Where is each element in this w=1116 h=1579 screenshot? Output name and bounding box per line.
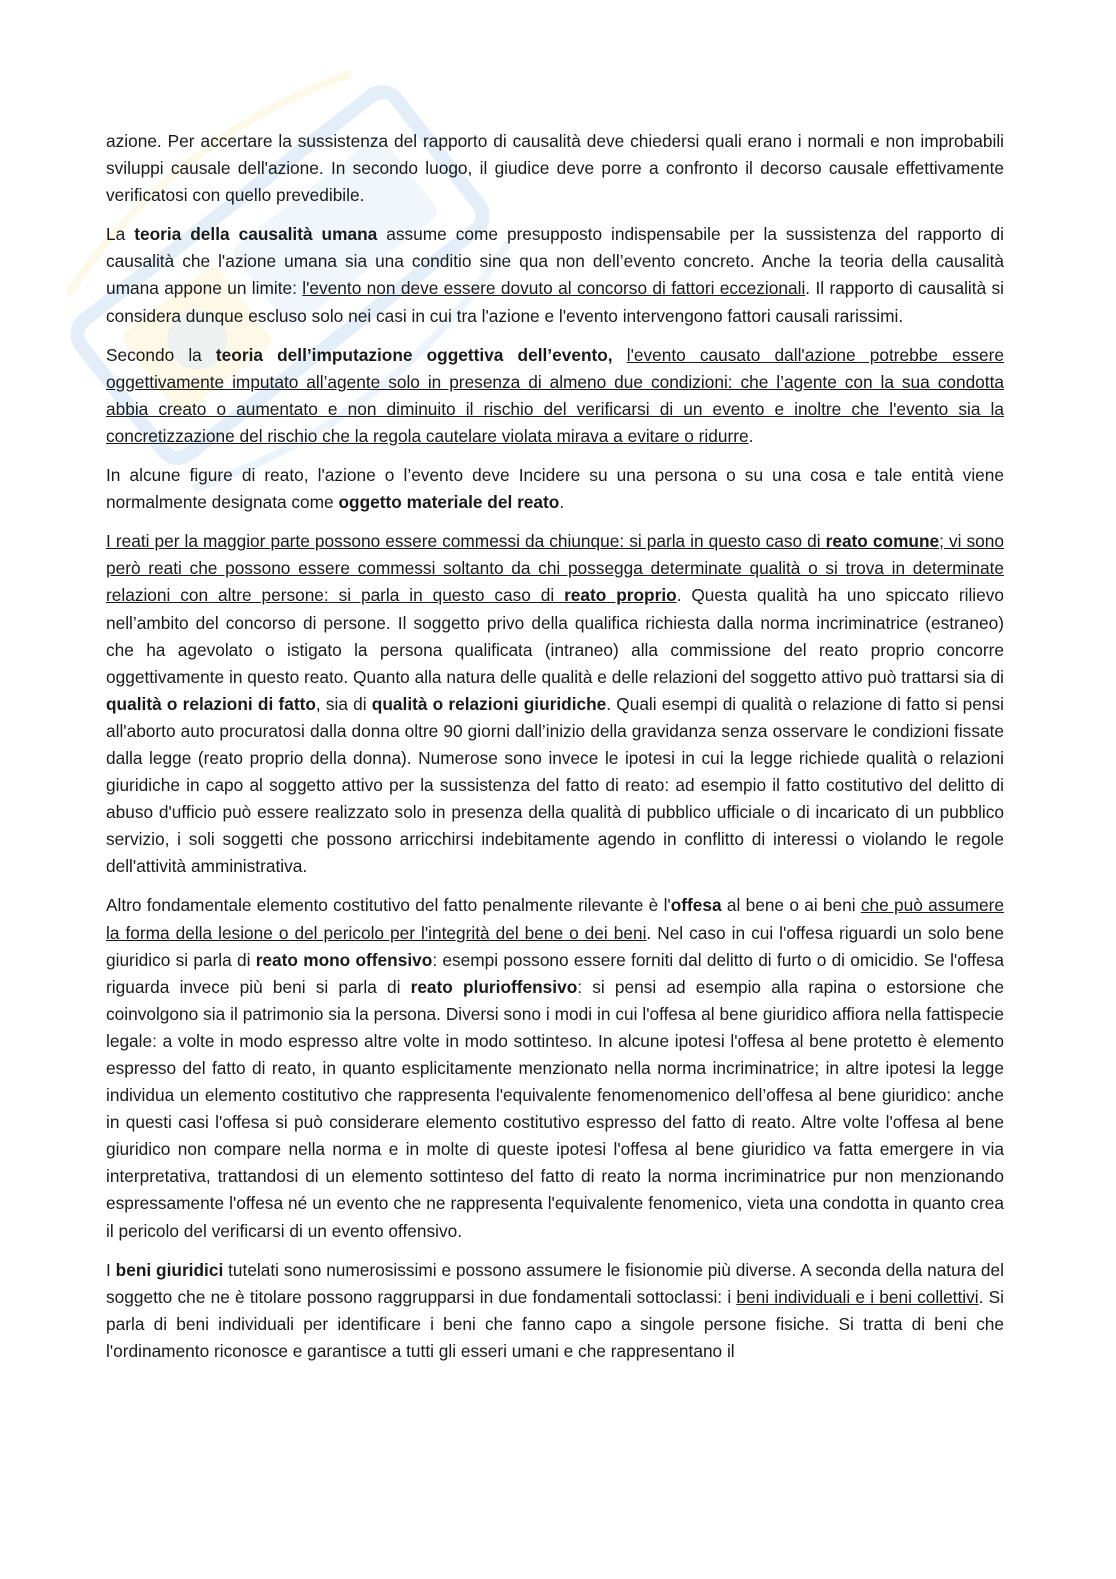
text-run: azione. Per accertare la sussistenza del rapporto di causalità deve chiedersi quali erano i normali e non improbabili sviluppi causale dell'azione. In secondo luogo, il giudice deve porre a confronto il decorso causale effettivamente verificatosi con quello prevedibile. (106, 131, 1004, 206)
bold-term: teoria della causalità umana (134, 224, 378, 245)
underlined-text: I reati per la maggior parte possono essere commessi da chiunque: si parla in questo caso di (106, 531, 826, 552)
bold-term: oggetto materiale del reato (338, 492, 560, 513)
text-run: . Nel caso in cui l'offesa riguardi un solo bene giuridico si parla di (106, 922, 1005, 970)
bold-term: reato mono offensivo (255, 949, 433, 970)
underlined-text: beni individuali e i beni collettivi (736, 1286, 979, 1307)
text-run: : esempi possono essere forniti dal delitto di furto o di omicidio. Se l'offesa riguarda invece più beni si parla di (106, 949, 1004, 997)
text-run: . Questa qualità ha uno spiccato rilievo nell’ambito del concorso di persone. Il soggetto privo della qualifica richiesta dalla norma incriminatrice (estraneo) che ha agevolato o istigato la persona qualificata (intraneo) alla commissione del reato proprio concorre oggettivamente in questo reato. Quanto alla natura delle qualità e delle relazioni del soggetto attivo può trattarsi sia di (106, 585, 1004, 687)
paragraph (106, 221, 1004, 329)
bold-term: teoria dell’imputazione oggettiva dell’evento, (215, 344, 613, 365)
text-run: , sia di (315, 693, 372, 714)
text-run: . Il rapporto di causalità si considera dunque escluso solo nei casi in cui tra l'azione e l'evento intervengono fattori causali rarissimi. (106, 278, 1005, 326)
bold-term: beni giuridici (115, 1259, 224, 1280)
text-run: . Si parla di beni individuali per identificare i beni che fanno capo a singole persone fisiche. Si tratta di beni che l'ordinamento riconosce e garantisce a tutti gli esseri umani e che rappresentano il (106, 1286, 1004, 1361)
underlined-text: l'evento causato dall'azione potrebbe essere oggettivamente imputato all’agente solo in presenza di almeno due condizioni: che l’agente con la sua condotta abbia creato o aumentato e non diminuito il rischio del verificarsi di un evento e inoltre che l'evento sia la concretizzazione del rischio che la regola cautelare violata mirava a evitare o ridurre (106, 344, 1004, 446)
underlined-text: che può assumere la forma della lesione o del pericolo per l'integrità del bene o dei beni (106, 895, 1004, 943)
paragraph (106, 1257, 1004, 1365)
paragraph (106, 528, 1004, 880)
text-run: La (106, 224, 135, 245)
document-body (106, 128, 1004, 1377)
text-run: tutelati sono numerosissimi e possono assumere le fisionomie più diverse. A seconda della natura del soggetto che ne è titolare possono raggrupparsi in due fondamentali sottoclassi: i (106, 1259, 1004, 1307)
text-run: al bene o ai beni (721, 895, 861, 916)
bold-term: reato proprio (564, 585, 677, 606)
paragraph (106, 128, 1004, 209)
bold-term: offesa (670, 895, 722, 916)
text-run: I (106, 1259, 116, 1280)
text-run: Altro fondamentale elemento costitutivo del fatto penalmente rilevante è l' (106, 895, 671, 916)
bold-term: reato plurioffensivo (410, 976, 578, 997)
text-run: assume come presupposto indispensabile per la sussistenza del rapporto di causalità che l'azione umana sia una conditio sine qua non dell’evento concreto. Anche la teoria della causalità umana appone un limite: (106, 224, 1005, 299)
text-run: : si pensi ad esempio alla rapina o estorsione che coinvolgono sia il patrimonio sia la persona. Diversi sono i modi in cui l'offesa al bene giuridico affiora nella fattispecie legale: a volte in modo espresso altre volte in modo sottinteso. In alcune ipotesi l'offesa al bene protetto è elemento espresso del fatto di reato, in quanto esplicitamente menzionato nella norma incriminatrice; in altre ipotesi la legge individua un elemento costitutivo che rappresenta l'equivalente fenomenomenico dell’offesa al bene giuridico: anche in questi casi l'offesa si può considerare elemento costitutivo espresso del fatto di reato. Altre volte l'offesa al bene giuridico non compare nella norma e in molte di queste ipotesi l'offesa al bene giuridico va fatta emergere in via interpretativa, trattandosi di un elemento sottinteso del fatto di reato la norma incriminatrice pur non menzionando espressamente l'offesa né un evento che ne rappresenta l'equivalente fenomenico, vieta una condotta in quanto crea il pericolo del verificarsi di un evento offensivo. (106, 976, 1004, 1241)
text-run: . (559, 492, 565, 513)
text-run: . (748, 425, 754, 446)
paragraph (106, 342, 1004, 450)
bold-term: qualità o relazioni giuridiche (371, 693, 607, 714)
bold-term: qualità o relazioni di fatto (106, 693, 316, 714)
text-run (613, 345, 627, 365)
text-run: Secondo la (106, 344, 216, 365)
underlined-text: l'evento non deve essere dovuto al concorso di fattori eccezionali (302, 278, 806, 299)
underlined-text: ; vi sono però reati che possono essere commessi soltanto da chi possegga determinate qualità o si trova in determinate relazioni con altre persone: si parla in questo caso di (106, 531, 1004, 606)
text-run: In alcune figure di reato, l'azione o l’evento deve Incidere su una persona o su una cosa e tale entità viene normalmente designata come (106, 465, 1004, 513)
bold-term: reato comune (825, 531, 940, 552)
text-run: . Quali esempi di qualità o relazione di fatto si pensi all'aborto auto procuratosi dalla donna oltre 90 giorni dall’inizio della gravidanza senza osservare le condizioni fissate dalla legge (reato proprio della donna). Numerose sono invece le ipotesi in cui la legge richiede qualità o relazioni giuridiche in capo al soggetto attivo per la sussistenza del fatto di reato: ad esempio il fatto costitutivo del delitto di abuso d'ufficio può essere realizzato solo in presenza della qualità di pubblico ufficiale o di incaricato di un pubblico servizio, i soli soggetti che possono arricchirsi indebitamente agendo in conflitto di interessi o violando le regole dell'attività amministrativa. (106, 693, 1004, 877)
paragraph (106, 892, 1004, 1244)
paragraph (106, 462, 1004, 516)
